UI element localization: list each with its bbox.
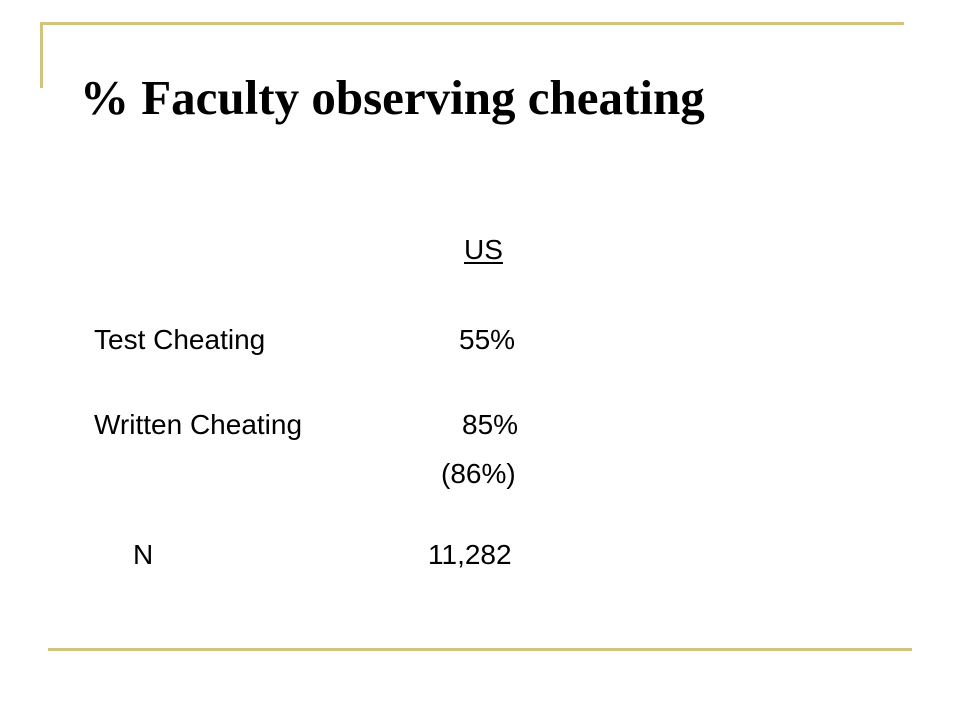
row-label-written-cheating: Written Cheating [94,409,303,440]
left-border-line [40,22,43,88]
top-border-line [40,22,904,25]
n-value: 11,282 [428,539,512,570]
row-note-written-cheating: (86%) [441,458,516,489]
n-label: N [133,539,154,570]
bottom-border-line [48,648,912,651]
row-value-written-cheating: 85% [462,409,519,440]
row-label-test-cheating: Test Cheating [94,324,266,355]
row-value-test-cheating: 55% [459,324,516,355]
slide-title: % Faculty observing cheating [80,70,705,125]
column-header-us: US [464,234,503,265]
